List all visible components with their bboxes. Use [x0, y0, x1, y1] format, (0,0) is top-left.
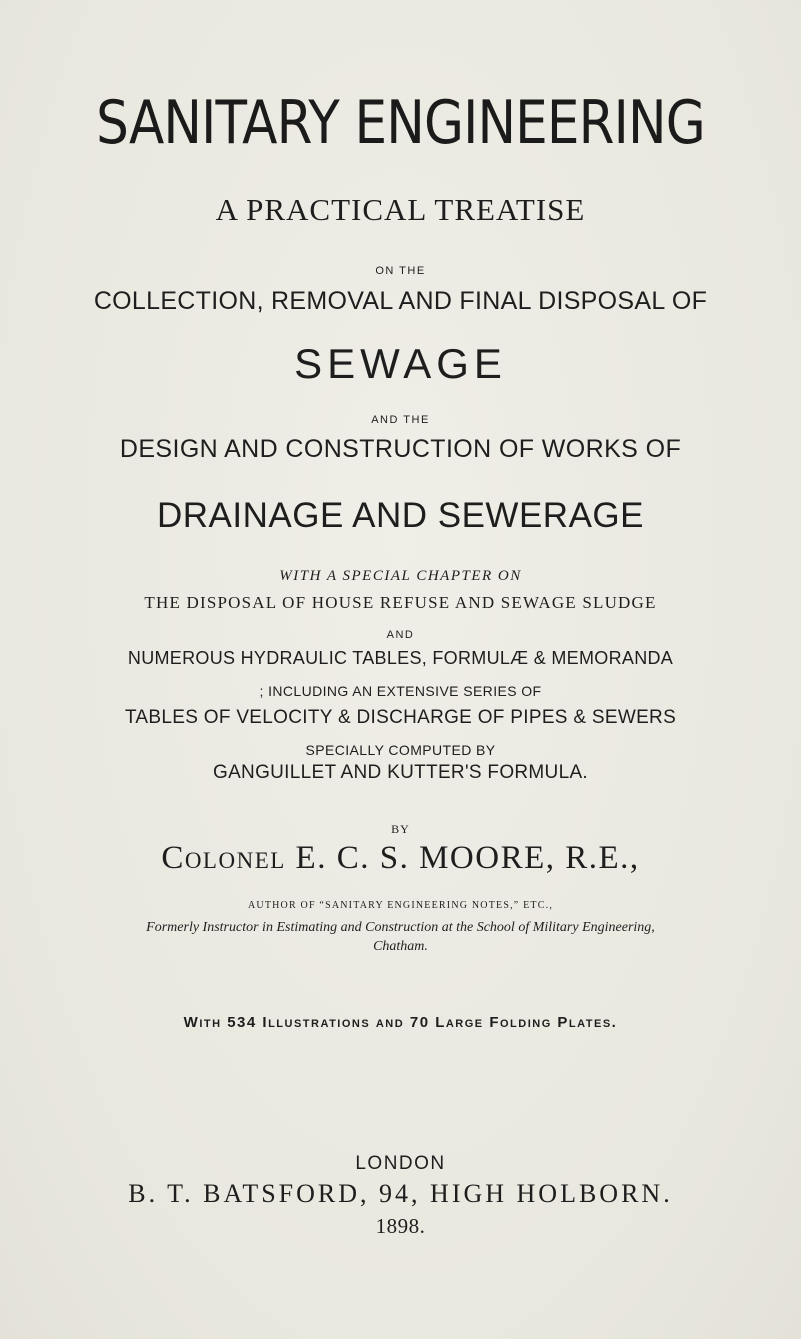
collection-line: COLLECTION, REMOVAL AND FINAL DISPOSAL OF — [93, 287, 708, 315]
publication-year: 1898. — [375, 1214, 426, 1238]
on-the-text: ON THE — [375, 265, 426, 277]
publisher-line: B. T. BATSFORD, 94, HIGH HOLBORN. — [128, 1179, 673, 1208]
special-chapter-line: WITH A SPECIAL CHAPTER ON — [279, 568, 522, 584]
and-the-text: AND THE — [371, 414, 430, 426]
main-title: SANITARY ENGINEERING — [96, 88, 705, 158]
formula-line: GANGUILLET AND KUTTER'S FORMULA. — [213, 762, 588, 783]
author-of-line: AUTHOR OF “SANITARY ENGINEERING NOTES,” ETC., — [247, 900, 554, 911]
and-text: AND — [386, 629, 415, 641]
tables-line: TABLES OF VELOCITY & DISCHARGE OF PIPES & SEWERS — [124, 707, 677, 728]
specially-line: SPECIALLY COMPUTED BY — [305, 742, 496, 758]
sewage-heading: SEWAGE — [294, 340, 507, 387]
including-line: ; INCLUDING AN EXTENSIVE SERIES OF — [259, 683, 542, 699]
numerous-line: NUMEROUS HYDRAULIC TABLES, FORMULÆ & MEMORANDA — [127, 648, 674, 668]
subtitle: A PRACTICAL TREATISE — [215, 192, 586, 227]
illustrations-line: With 534 Illustrations and 70 Large Folding Plates. — [183, 1014, 618, 1031]
drainage-heading: DRAINAGE AND SEWERAGE — [157, 496, 644, 535]
london-imprint: LONDON — [355, 1153, 446, 1174]
by-text: BY — [391, 822, 410, 836]
design-line: DESIGN AND CONSTRUCTION OF WORKS OF — [119, 435, 682, 463]
author-name: Colonel E. C. S. MOORE, R.E., — [161, 840, 640, 876]
formerly-line: Formerly Instructor in Estimating and Construction at the School of Military Engineering, Chatham. — [146, 920, 655, 954]
disposal-line: THE DISPOSAL OF HOUSE REFUSE AND SEWAGE SLUDGE — [144, 593, 657, 612]
